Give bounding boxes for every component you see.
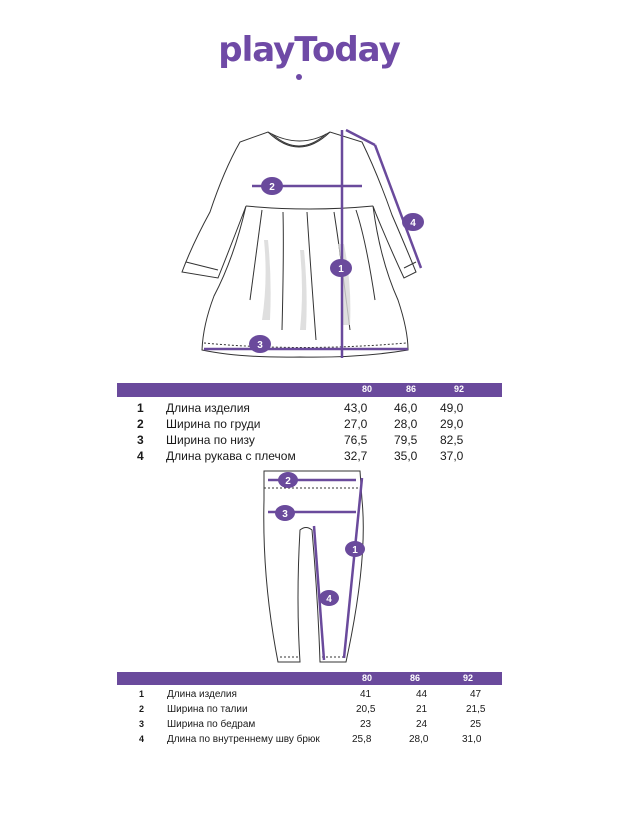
dress-marker-2: 2: [269, 182, 275, 193]
row-number: 2: [139, 704, 145, 714]
row-label: Длина рукава с плечом: [166, 449, 296, 463]
row-number: 1: [139, 689, 145, 699]
cell-value: 82,5: [440, 433, 464, 447]
cell-value: 49,0: [440, 401, 464, 415]
cell-value: 25: [470, 719, 482, 730]
cell-value: 41: [360, 689, 372, 700]
cell-value: 79,5: [394, 433, 418, 447]
dress-illustration: [0, 120, 618, 370]
cell-value: 28,0: [394, 417, 418, 431]
row-label: Длина по внутреннему шву брюк: [167, 734, 320, 745]
cell-value: 47: [470, 689, 482, 700]
dress-size-table: [117, 383, 502, 463]
pants-marker-1: 1: [352, 545, 358, 556]
cell-value: 27,0: [344, 417, 368, 431]
size-86-header: 86: [406, 384, 417, 394]
cell-value: 43,0: [344, 401, 368, 415]
dress-marker-1: 1: [338, 264, 344, 275]
table-row: [117, 687, 502, 702]
cell-value: 21: [416, 704, 428, 715]
cell-value: 32,7: [344, 449, 368, 463]
row-label: Ширина по талии: [167, 704, 248, 715]
brand-logo: playToday: [218, 30, 400, 70]
pants-marker-2: 2: [285, 476, 291, 487]
table-row: [117, 702, 502, 717]
table-row: [117, 399, 502, 415]
cell-value: 31,0: [462, 734, 482, 745]
row-label: Ширина по бедрам: [167, 719, 256, 730]
row-number: 4: [137, 449, 144, 463]
row-number: 3: [139, 719, 145, 729]
cell-value: 35,0: [394, 449, 418, 463]
pants-illustration: [0, 465, 618, 670]
pants-table-header: [117, 672, 502, 685]
size-80-header: 80: [362, 384, 373, 394]
cell-value: 28,0: [409, 734, 429, 745]
size-92-header: 92: [454, 384, 465, 394]
size-92-header: 92: [463, 673, 474, 683]
cell-value: 37,0: [440, 449, 464, 463]
dress-marker-3: 3: [257, 340, 263, 351]
row-label: Ширина по низу: [166, 433, 255, 447]
cell-value: 76,5: [344, 433, 368, 447]
cell-value: 44: [416, 689, 428, 700]
row-number: 3: [137, 433, 144, 447]
pants-size-table: [117, 672, 502, 747]
cell-value: 46,0: [394, 401, 418, 415]
cell-value: 25,8: [352, 734, 372, 745]
size-86-header: 86: [410, 673, 421, 683]
table-row: [117, 732, 502, 747]
dress-marker-4: 4: [410, 218, 416, 229]
cell-value: 29,0: [440, 417, 464, 431]
row-label: Длина изделия: [167, 689, 237, 700]
pants-marker-4: 4: [326, 594, 332, 605]
logo-dot: [296, 74, 302, 80]
table-row: [117, 447, 502, 463]
cell-value: 23: [360, 719, 372, 730]
dress-table-header: [117, 383, 502, 397]
cell-value: 24: [416, 719, 428, 730]
cell-value: 21,5: [466, 704, 486, 715]
row-number: 1: [137, 401, 144, 415]
table-row: [117, 415, 502, 431]
cell-value: 20,5: [356, 704, 376, 715]
table-row: [117, 717, 502, 732]
row-label: Длина изделия: [166, 401, 250, 415]
size-80-header: 80: [362, 673, 373, 683]
row-number: 4: [139, 734, 145, 744]
table-row: [117, 431, 502, 447]
pants-marker-3: 3: [282, 509, 288, 520]
row-number: 2: [137, 417, 144, 431]
row-label: Ширина по груди: [166, 417, 261, 431]
